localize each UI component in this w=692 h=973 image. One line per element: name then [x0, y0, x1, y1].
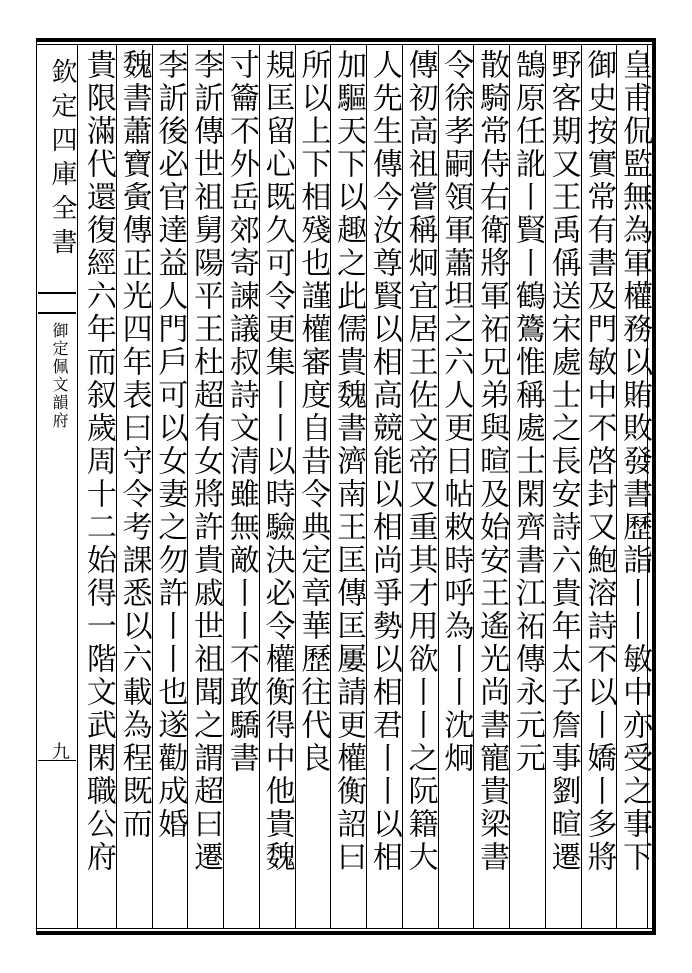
text-column: 李訢後必官達益人門戶可以女妻之勿許丨丨也遂勸成婚 — [152, 49, 188, 841]
column-rule — [330, 45, 331, 928]
column-rule — [152, 45, 153, 928]
text-column: 皇甫侃監無為軍權務以賄敗發書歷詣丨丨敏中亦受之事下 — [617, 49, 653, 874]
fishtail-mark — [38, 292, 76, 314]
column-rule — [545, 45, 546, 928]
page-number-rule — [38, 760, 76, 761]
column-rule — [366, 45, 367, 928]
frame-bottom-border — [36, 931, 656, 935]
frame-top-border — [36, 38, 656, 42]
page-number: 九 — [49, 742, 70, 760]
margin-subtitle: 御定佩文韻府 — [50, 322, 69, 430]
text-column: 傳初高祖嘗稱炯宜居王佐文帝又重其才用欲丨丨之阮籍大 — [402, 49, 438, 874]
text-column: 李訢傳世祖舅陽平王杜超有女將許貴戚世祖聞之謂超曰遷 — [188, 49, 224, 874]
text-column: 所以上下相殘也謹權審度自昔令典定章華歷往代良 — [295, 49, 331, 775]
column-rule — [581, 45, 582, 928]
margin-book-title: 欽定四庫全書 — [47, 58, 77, 262]
column-rule — [259, 45, 260, 928]
column-rule — [402, 45, 403, 928]
column-rule — [509, 45, 510, 928]
text-body — [80, 45, 652, 928]
text-column: 鵠原任訛丨賢丨鶴鷟惟稱處士閑齊書江祏傳永元元 — [509, 49, 545, 775]
text-column: 貴限滿代還復經六年而叙歲周十二始得一階文武閑職公府 — [80, 49, 116, 874]
text-column: 人先生傳今汝尊賢以相高競能以相尚爭勢以相君丨丨以相 — [366, 49, 402, 874]
column-rule — [223, 45, 224, 928]
text-column: 加驅天下以趣之此儒貴魏書濟南王匡傳匡屢請更權衡詔曰 — [331, 49, 367, 874]
column-rule — [295, 45, 296, 928]
column-rule — [616, 45, 617, 928]
text-column: 規匡留心既久可令更集丨丨以時驗決必令權衡得中他貴魏 — [259, 49, 295, 874]
text-column: 魏書蕭寶夤傳正光四年表曰守令考課悉以六載為程既而 — [116, 49, 152, 841]
text-column: 令徐孝嗣領軍蕭坦之六人更日帖敕時呼為丨丨沈炯 — [438, 49, 474, 775]
text-column: 散騎常侍右衛將軍祏兄弟與暄及始安王遙光尚書寵貴梁書 — [474, 49, 510, 874]
column-rule — [473, 45, 474, 928]
column-rule — [187, 45, 188, 928]
column-rule — [116, 45, 117, 928]
text-column: 御史按實常有書及門敏中不啓封又鮑溶詩不以丨嬌丨多將 — [581, 49, 617, 874]
text-column: 寸籥不外岳郊寄諫議叔詩文清雖無敵丨丨不敢驕書 — [223, 49, 259, 775]
text-column: 野客期又王禹偁送宋處士之長安詩六貴年太子詹事劉暄遷 — [545, 49, 581, 874]
frame-right-border — [652, 38, 656, 935]
column-rule — [438, 45, 439, 928]
